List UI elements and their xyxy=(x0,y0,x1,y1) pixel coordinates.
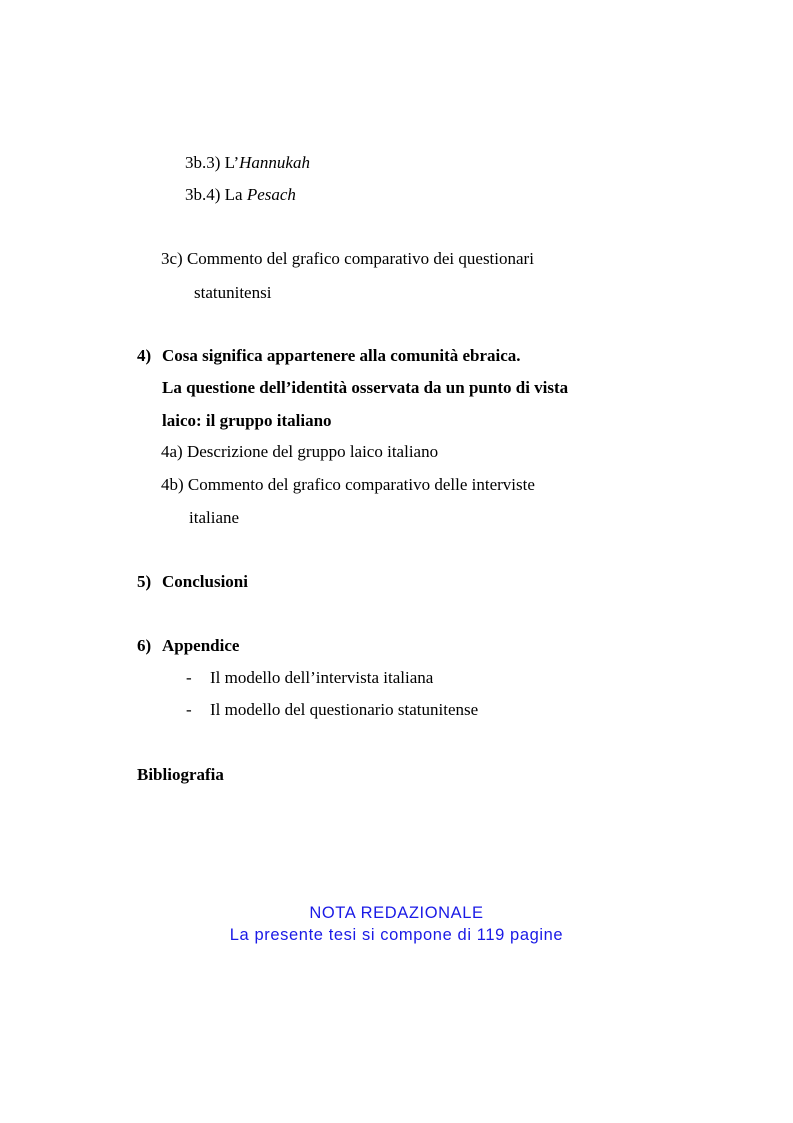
toc-bibliography: Bibliografia xyxy=(137,765,224,784)
toc-item-6-number: 6) xyxy=(137,636,152,655)
toc-item-6-title: Appendice xyxy=(162,636,240,655)
toc-item-3b4 xyxy=(185,185,296,205)
toc-item-3b4-title: Pesach xyxy=(246,185,296,204)
editorial-note-text: La presente tesi si compone di 119 pagine xyxy=(229,926,564,944)
toc-item-6 xyxy=(137,636,239,656)
bullet-text: Il modello del questionario statunitense xyxy=(210,700,479,719)
toc-item-3b4-prefix: 3b.4) La xyxy=(185,185,247,204)
toc-item-4b-line1: 4b) Commento del grafico comparativo delle interviste xyxy=(161,475,535,494)
toc-item-3b3-prefix: 3b.3) L’ xyxy=(185,153,240,172)
toc-item-5 xyxy=(137,572,248,592)
toc-item-4-line2: La questione dell’identità osservata da un punto di vista xyxy=(162,378,569,397)
toc-item-5-number: 5) xyxy=(137,572,152,591)
toc-item-3c-line1: 3c) Commento del grafico comparativo dei questionari xyxy=(161,249,534,268)
toc-item-3b3-title: Hannukah xyxy=(239,153,310,172)
editorial-note-title: NOTA REDAZIONALE xyxy=(309,904,484,922)
toc-item-4a: 4a) Descrizione del gruppo laico italiano xyxy=(161,442,439,461)
toc-item-4b-line2: italiane xyxy=(189,508,240,527)
bullet-text: Il modello dell’intervista italiana xyxy=(210,668,434,687)
toc-item-6-bullet xyxy=(186,668,433,688)
toc-item-3c-line2: statunitensi xyxy=(194,283,272,302)
toc-item-5-title: Conclusioni xyxy=(162,572,248,591)
toc-item-6-bullet xyxy=(186,700,478,720)
toc-item-4-number: 4) xyxy=(137,346,152,365)
toc-item-4-title: Cosa significa appartenere alla comunità ebraica. xyxy=(162,346,521,365)
bullet-dash: - xyxy=(186,668,192,687)
toc-item-4-line1 xyxy=(137,346,521,366)
toc-item-3b3 xyxy=(185,153,310,173)
bullet-dash: - xyxy=(186,700,192,719)
toc-item-4-line3: laico: il gruppo italiano xyxy=(162,411,332,430)
